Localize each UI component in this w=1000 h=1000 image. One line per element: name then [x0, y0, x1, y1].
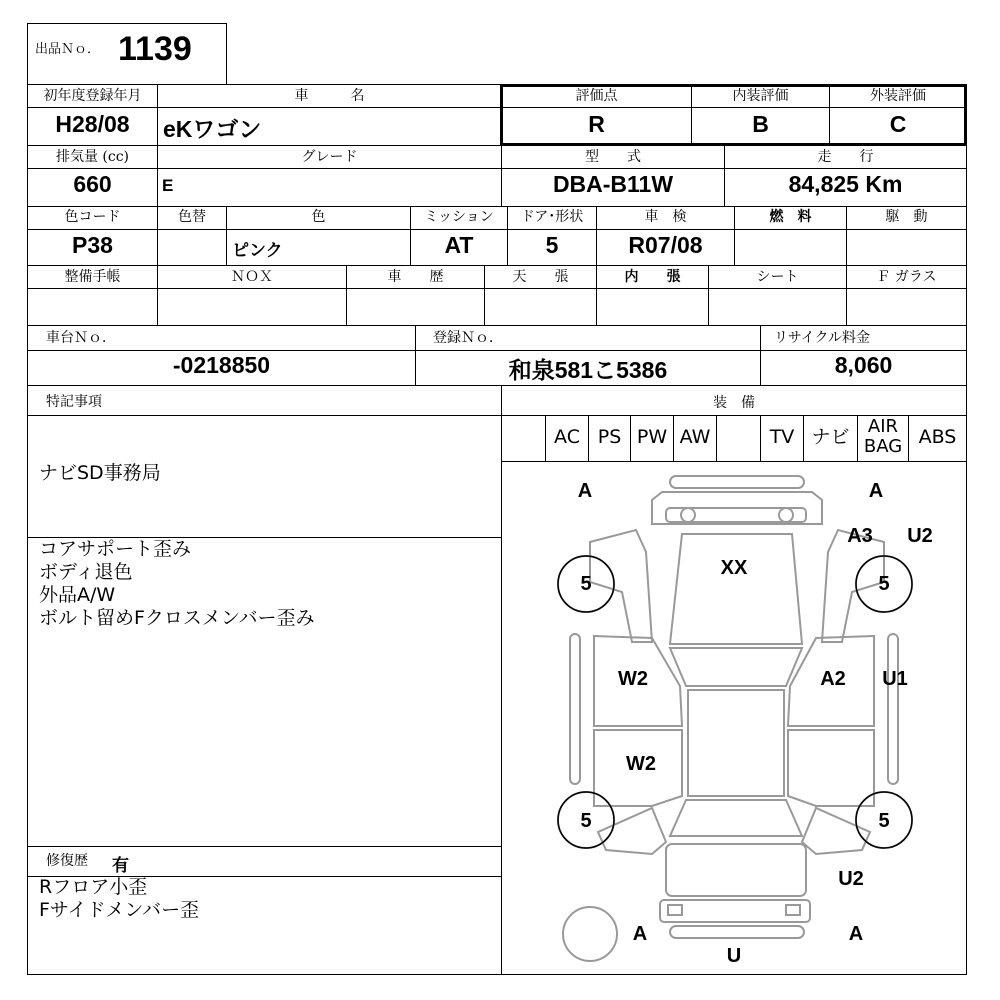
recycle-fee: 8,060: [834, 352, 893, 378]
header-recolor: 色替: [178, 209, 206, 225]
model-code: DBA-B11W: [552, 171, 674, 197]
mark-front-fender-right: A3: [847, 525, 873, 547]
header-special-notes: 特記事項: [46, 394, 102, 410]
special-note-line-3: 外品A/W: [39, 584, 116, 606]
header-repair-history: 修復歴: [46, 853, 88, 869]
header-recycle: リサイクル料金: [774, 330, 871, 346]
mark-rear-right-wheel: 5: [878, 810, 890, 832]
header-maintenance: 整備手帳: [64, 269, 121, 285]
equip-tv: TV: [769, 426, 795, 448]
mark-rear-left-wheel: 5: [580, 810, 592, 832]
header-history: 車 歴: [387, 269, 444, 285]
header-score: 評価点: [575, 88, 618, 104]
equip-pw: PW: [636, 426, 668, 448]
door: 5: [545, 232, 559, 258]
color: ピンク: [232, 241, 283, 260]
score: R: [588, 111, 605, 137]
mark-front-door-right: A2: [820, 668, 846, 690]
first-registration: H28/08: [55, 111, 130, 137]
mark-front-bumper-left: A: [577, 480, 593, 502]
mark-front-bumper-right: A: [868, 480, 884, 502]
equip-ps: PS: [597, 426, 622, 448]
special-note-1: ナビSD事務局: [39, 462, 161, 484]
registration-number: 和泉581こ5386: [508, 357, 668, 383]
header-seat: シート: [756, 269, 799, 285]
header-displacement: 排気量 (cc): [55, 149, 130, 165]
header-model: 型 式: [585, 149, 641, 165]
grade: E: [162, 176, 174, 195]
mark-rear-bumper-center: U: [726, 945, 742, 967]
header-inspection: 車 検: [644, 209, 687, 225]
header-color: 色: [311, 209, 326, 225]
header-reg-number: 登録Ｎｏ．: [433, 330, 503, 346]
header-exterior: 外装評価: [870, 88, 926, 104]
color-code: P38: [72, 232, 113, 258]
header-mission: ミッション: [424, 209, 494, 225]
header-mileage: 走 行: [817, 149, 874, 165]
mission: AT: [444, 232, 474, 258]
exterior-grade: C: [889, 111, 907, 137]
header-nox: ＮＯＸ: [231, 269, 273, 285]
equip-navi: ナビ: [811, 426, 850, 448]
special-note-line-2: ボディ退色: [39, 561, 133, 583]
special-note-line-1: コアサポート歪み: [39, 538, 192, 560]
header-inner-lining: 内 張: [624, 269, 681, 285]
header-drive: 駆 動: [885, 209, 928, 225]
header-car-name: 車 名: [294, 88, 365, 104]
lot-label: 出品Ｎｏ．: [35, 42, 101, 57]
header-chassis: 車台Ｎｏ．: [46, 330, 116, 346]
mark-rear-quarter-right: U2: [838, 868, 864, 890]
interior-grade: B: [752, 111, 769, 137]
header-front-glass: Ｆ ガラス: [876, 269, 937, 285]
chassis-number: -0218850: [172, 352, 271, 378]
repair-note-line-2: Fサイドメンバー歪: [39, 899, 200, 921]
header-door: ドア･形状: [520, 209, 584, 225]
header-roof: 天 張: [512, 269, 569, 285]
header-color-code: 色コード: [64, 209, 121, 225]
equip-abs: ABS: [918, 426, 957, 448]
equip-airbag: AIR BAG: [863, 416, 903, 457]
mark-front-left-wheel: 5: [580, 573, 592, 595]
mark-right-side-edge: U1: [882, 668, 908, 690]
repair-history: 有: [112, 856, 129, 875]
header-first-registration: 初年度登録年月: [43, 88, 142, 104]
mark-front-door-left: W2: [618, 668, 648, 690]
header-fuel: 燃 料: [769, 209, 812, 225]
equip-ac: AC: [554, 426, 580, 448]
special-note-line-4: ボルト留めFクロスメンバー歪み: [39, 607, 315, 629]
mark-rear-bumper-left: A: [632, 923, 648, 945]
inspection: R07/08: [628, 232, 703, 258]
equip-aw: AW: [679, 426, 711, 448]
car-name: eKワゴン: [163, 116, 262, 142]
mark-front-right-wheel: 5: [878, 573, 890, 595]
header-interior: 内装評価: [732, 88, 789, 104]
mark-hood: XX: [720, 557, 748, 579]
mark-front-fender-right-edge: U2: [907, 525, 933, 547]
displacement: 660: [73, 171, 112, 197]
mark-rear-door-left: W2: [626, 753, 656, 775]
header-equipment: 装 備: [713, 395, 755, 411]
repair-note-line-1: Rフロア小歪: [39, 876, 148, 898]
lot-number: 1139: [118, 30, 192, 68]
header-grade: グレード: [301, 149, 358, 165]
mark-rear-bumper-right: A: [848, 923, 864, 945]
mileage: 84,825 Km: [788, 171, 903, 197]
